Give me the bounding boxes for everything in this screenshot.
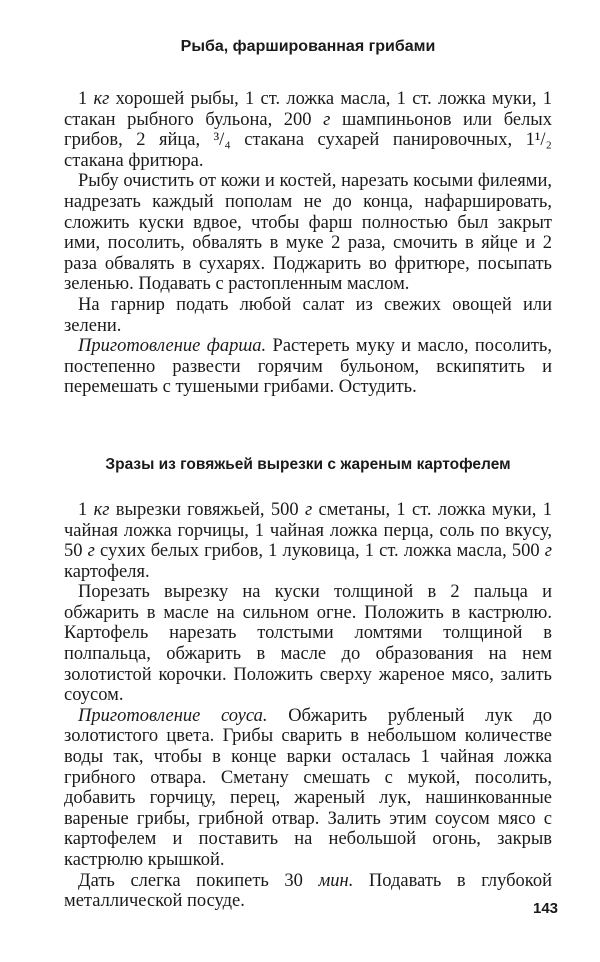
- text-segment: вырезки говяжьей, 500: [109, 499, 305, 520]
- unit-g: г: [323, 109, 331, 130]
- text-segment: картофеля.: [64, 561, 150, 582]
- sauce-zrazy: [64, 706, 552, 871]
- text-segment: шампиньонов или белых грибов, 2 яйца, ³/₄ стакана сухарей панировочных, 1¹/₂ стакана фритюра.: [64, 109, 552, 171]
- unit-g: г: [544, 541, 552, 562]
- step-fish-1: Рыбу очистить от кожи и костей, нарезать косыми филеями, надрезать каждый пополам не до конца, нафаршировать, сложить куски вдвое, чтобы фарш полностью был закрыт ими, посолить, обвалять в муке 2 раза, смочить в яйце и 2 раза обвалять в сухарях. Поджарить во фритюре, посыпать зеленью. Подавать с растопленным маслом.: [64, 171, 552, 295]
- filling-label: Приготовление фарша.: [78, 336, 267, 357]
- unit-g: г: [87, 541, 95, 562]
- page-number: 143: [533, 900, 559, 917]
- step-zrazy-last: [64, 871, 552, 912]
- unit-kg: кг: [93, 89, 110, 109]
- unit-min: мин.: [318, 870, 354, 891]
- text-segment: 1: [78, 89, 94, 109]
- text-segment: Дать слегка покипеть 30: [78, 870, 319, 891]
- step-fish-2: На гарнир подать любой салат из свежих овощей или зелени.: [64, 294, 552, 336]
- sauce-label: Приготовление соуса.: [78, 705, 268, 726]
- ingredients-zrazy: [64, 500, 552, 582]
- text-segment: сухих белых грибов, 1 луковица, 1 ст. ложка масла, 500: [94, 541, 545, 562]
- book-page: [64, 0, 552, 912]
- ingredients-fish: [64, 89, 552, 171]
- sauce-text: Обжарить рубленый лук до золотистого цвета. Грибы сварить в небольшом количестве воды так, чтобы в конце варки осталась 1 чайная ложка грибного отвара. Сметану смешать с мукой, посолить, добавить горчицу, перец, жареный лук, нашинкованные вареные грибы, грибной отвар. Залить этим соусом мясо с картофелем и поставить на небольшой огонь, закрыв кастрюлю крышкой.: [64, 705, 553, 870]
- text-segment: Подавать в глубокой металлической посуде.: [64, 870, 552, 912]
- recipe-title-fish: Рыба, фаршированная грибами: [180, 38, 436, 55]
- text-segment: хорошей рыбы, 1 ст. ложка масла, 1 ст. ложка муки, 1 стакан рыбного бульона, 200: [64, 89, 552, 130]
- filling-text: Растереть муку и масло, посолить, постепенно развести горячим бульоном, вскипятить и перемешать с тушеными грибами. Остудить.: [64, 336, 552, 398]
- text-segment: 1: [78, 499, 94, 520]
- unit-kg: кг: [93, 499, 110, 520]
- text-segment: сметаны, 1 ст. ложка муки, 1 чайная ложка горчицы, 1 чайная ложка перца, соль по вкусу, 50: [64, 499, 552, 562]
- step-zrazy-1: Порезать вырезку на куски толщиной в 2 пальца и обжарить в масле на сильном огне. Положить в кастрюлю. Картофель нарезать толстыми ломтями толщиной в полпальца, обжарить в масле до образования на нем золотистой корочки. Положить сверху жареное мясо, залить соусом.: [64, 582, 552, 706]
- unit-g: г: [304, 499, 313, 520]
- recipe-title-zrazy: Зразы из говяжьей вырезки с жареным картофелем: [105, 455, 511, 473]
- filling-fish: [64, 336, 552, 398]
